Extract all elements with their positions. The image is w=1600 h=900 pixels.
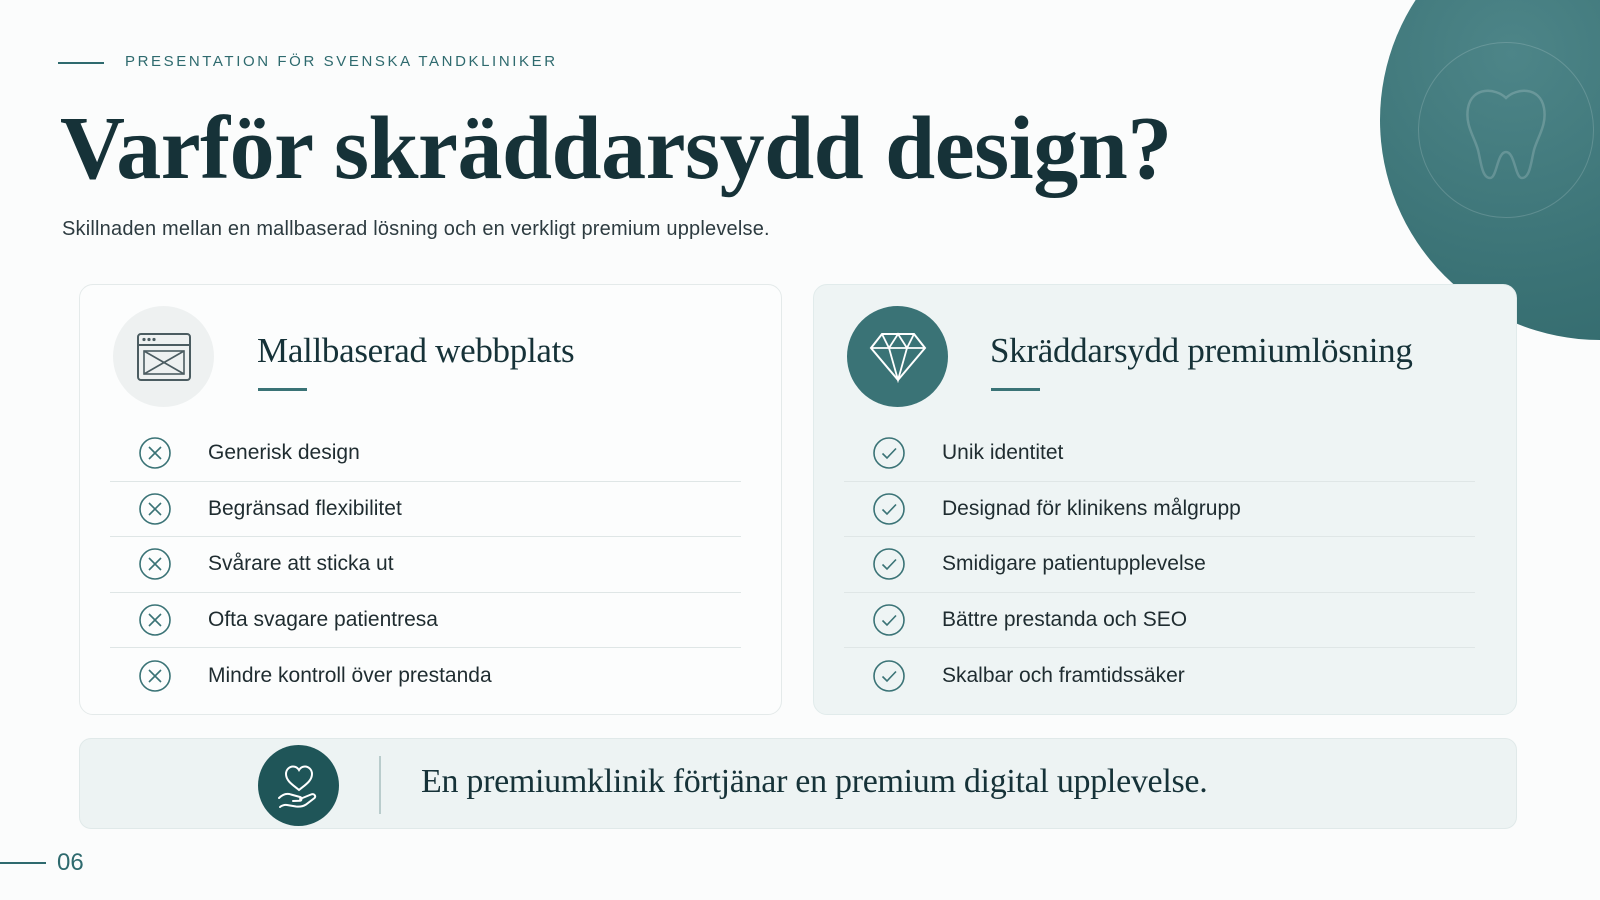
page-title: Varför skräddarsydd design? bbox=[60, 99, 1172, 198]
banner-text: En premiumklinik förtjänar en premium digital upplevelse. bbox=[421, 763, 1208, 800]
custom-card-title: Skräddarsydd premiumlösning bbox=[990, 331, 1413, 370]
check-circle-icon bbox=[872, 492, 906, 526]
check-circle-icon bbox=[872, 603, 906, 637]
list-item-label: Mindre kontroll över prestanda bbox=[208, 663, 492, 687]
list-item bbox=[110, 537, 741, 593]
check-circle-icon bbox=[872, 436, 906, 470]
list-item bbox=[110, 426, 741, 482]
list-item bbox=[110, 648, 741, 704]
x-circle-icon bbox=[138, 547, 172, 581]
check-circle-icon bbox=[872, 547, 906, 581]
list-item bbox=[844, 537, 1475, 593]
list-item-label: Smidigare patientupplevelse bbox=[942, 552, 1206, 576]
page-subtitle: Skillnaden mellan en mallbaserad lösning och en verkligt premium upplevelse. bbox=[62, 218, 770, 240]
list-item bbox=[844, 648, 1475, 704]
banner-divider bbox=[379, 756, 381, 814]
list-item bbox=[844, 426, 1475, 482]
template-card-underline bbox=[258, 388, 307, 391]
x-circle-icon bbox=[138, 603, 172, 637]
list-item-label: Begränsad flexibilitet bbox=[208, 496, 402, 520]
custom-card bbox=[813, 284, 1517, 715]
custom-card-underline bbox=[991, 388, 1040, 391]
list-item-label: Unik identitet bbox=[942, 441, 1064, 465]
eyebrow: PRESENTATION FÖR SVENSKA TANDKLINIKER bbox=[125, 53, 558, 70]
list-item-label: Generisk design bbox=[208, 441, 360, 465]
tooth-icon bbox=[1458, 80, 1554, 186]
list-item bbox=[844, 593, 1475, 649]
list-item bbox=[110, 482, 741, 538]
template-card-title: Mallbaserad webbplats bbox=[257, 331, 575, 370]
list-item-label: Svårare att sticka ut bbox=[208, 552, 394, 576]
eyebrow-line bbox=[58, 62, 104, 64]
heart-hand-icon bbox=[258, 745, 339, 826]
template-list bbox=[110, 426, 741, 704]
x-circle-icon bbox=[138, 659, 172, 693]
list-item-label: Designad för klinikens målgrupp bbox=[942, 496, 1241, 520]
bottom-banner bbox=[79, 738, 1517, 829]
list-item-label: Skalbar och framtidssäker bbox=[942, 663, 1185, 687]
list-item-label: Bättre prestanda och SEO bbox=[942, 607, 1188, 631]
page-number-line bbox=[0, 862, 46, 864]
template-card bbox=[79, 284, 782, 715]
list-item bbox=[844, 482, 1475, 538]
browser-window-x-icon bbox=[113, 306, 214, 407]
diamond-icon bbox=[847, 306, 948, 407]
page-number: 06 bbox=[57, 849, 84, 876]
x-circle-icon bbox=[138, 436, 172, 470]
list-item-label: Ofta svagare patientresa bbox=[208, 607, 438, 631]
check-circle-icon bbox=[872, 659, 906, 693]
custom-list bbox=[844, 426, 1475, 704]
x-circle-icon bbox=[138, 492, 172, 526]
list-item bbox=[110, 593, 741, 649]
